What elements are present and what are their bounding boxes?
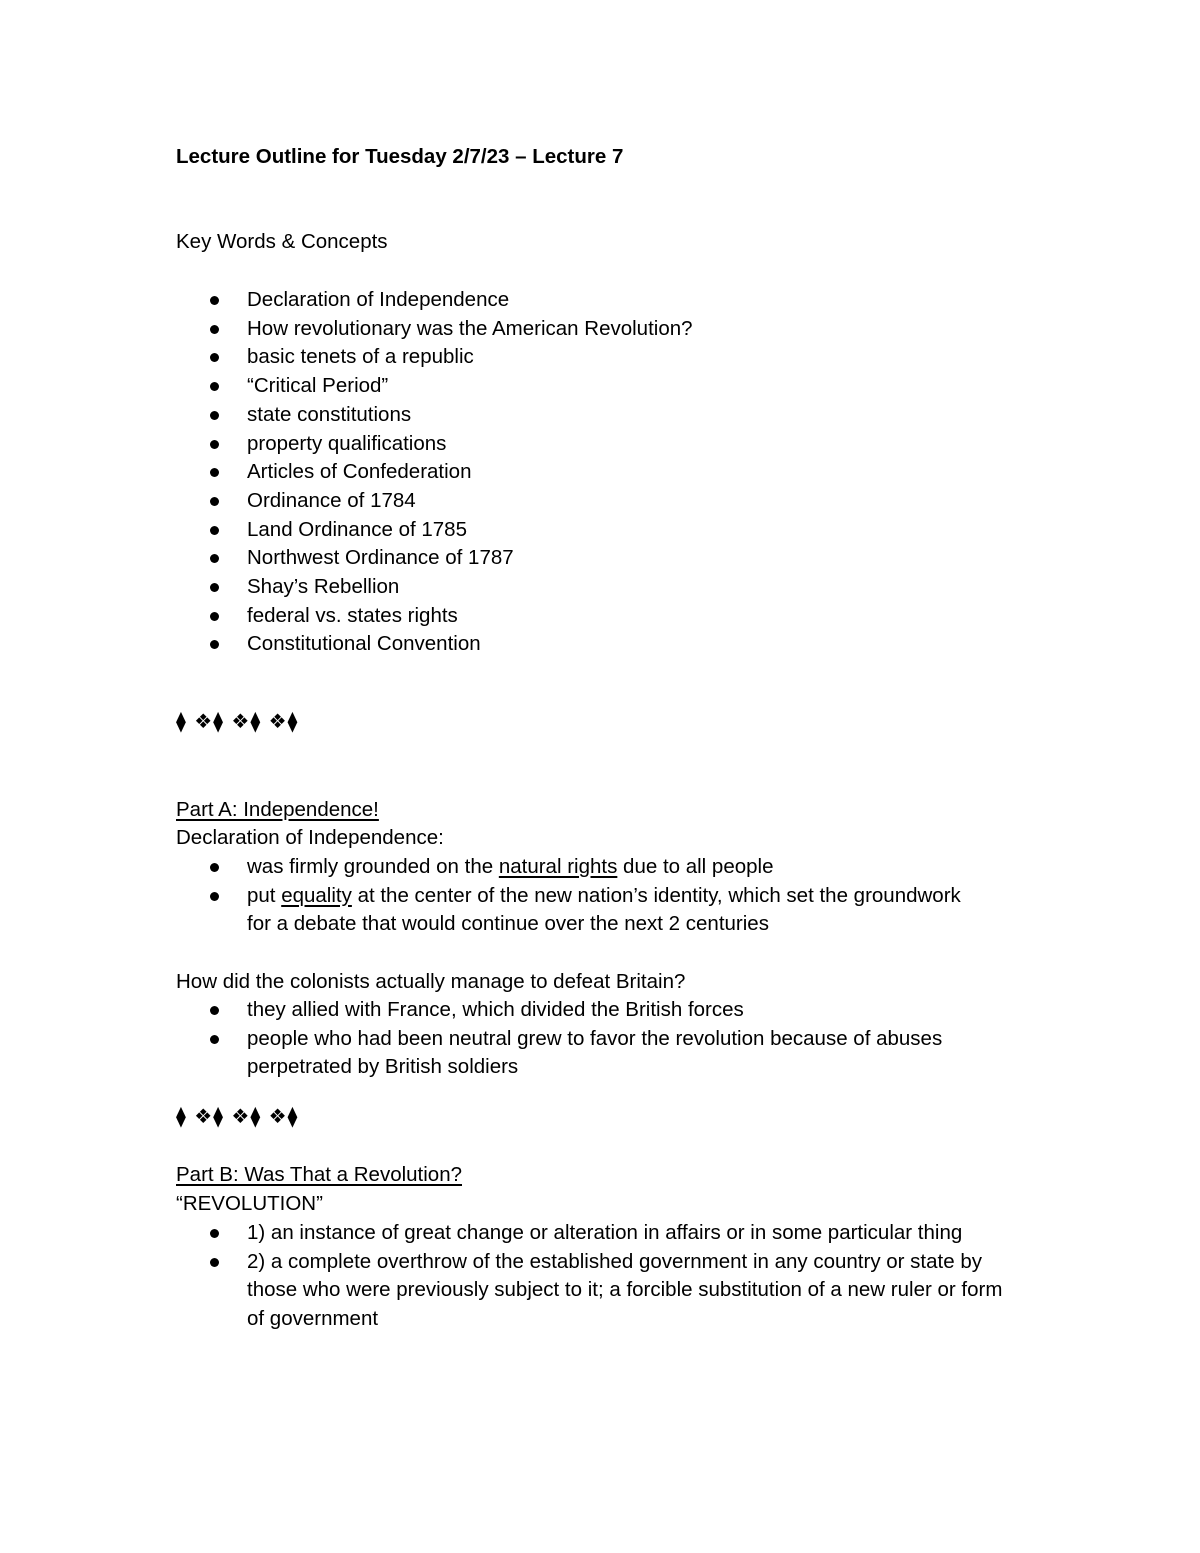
bullet-icon xyxy=(210,554,219,563)
bullet-icon xyxy=(210,1035,219,1044)
list-item: they allied with France, which divided the British forces xyxy=(0,996,1017,1025)
bullet-icon xyxy=(210,468,219,477)
equality-term: equality xyxy=(281,883,352,907)
bullet-icon xyxy=(210,411,219,420)
list-item: basic tenets of a republic xyxy=(0,343,693,372)
list-item: Ordinance of 1784 xyxy=(0,487,693,516)
key-words-list xyxy=(0,286,693,659)
part-a-heading: Part A: Independence! xyxy=(176,798,379,821)
bullet-icon xyxy=(210,1006,219,1015)
list-item: state constitutions xyxy=(0,401,693,430)
list-item: “Critical Period” xyxy=(0,372,693,401)
revolution-term: “REVOLUTION” xyxy=(176,1192,323,1215)
bullet-icon xyxy=(210,353,219,362)
list-item: Articles of Confederation xyxy=(0,458,693,487)
bullet-icon xyxy=(210,1258,219,1267)
list-item: people who had been neutral grew to favor the revolution because of abuses perpetrated by British soldiers xyxy=(0,1025,1017,1082)
page-title: Lecture Outline for Tuesday 2/7/23 – Lecture 7 xyxy=(176,145,624,168)
section-separator: ⧫ ❖⧫ ❖⧫ ❖⧫ xyxy=(176,1104,299,1128)
bullet-icon xyxy=(210,583,219,592)
bullet-icon xyxy=(210,612,219,621)
section-separator: ⧫ ❖⧫ ❖⧫ ❖⧫ xyxy=(176,709,299,733)
list-item: property qualifications xyxy=(0,430,693,459)
list-item: Constitutional Convention xyxy=(0,630,693,659)
bullet-icon xyxy=(210,440,219,449)
part-b-heading: Part B: Was That a Revolution? xyxy=(176,1163,462,1186)
bullet-icon xyxy=(210,526,219,535)
natural-rights-term: natural rights xyxy=(498,855,618,878)
bullet-icon xyxy=(210,497,219,506)
list-item: Declaration of Independence xyxy=(0,286,693,315)
list-item: was firmly grounded on the natural rights due to all people xyxy=(0,853,1017,882)
bullet-icon xyxy=(210,382,219,391)
list-item: put equality at the center of the new nation’s identity, which set the groundwork for a debate that would continue over the next 2 centuries xyxy=(0,882,967,939)
bullet-icon xyxy=(210,325,219,334)
list-item: Land Ordinance of 1785 xyxy=(0,516,693,545)
list-item: federal vs. states rights xyxy=(0,602,693,631)
revolution-definitions-list xyxy=(0,1219,1017,1334)
part-a-subheading: Declaration of Independence: xyxy=(176,826,444,849)
list-item: Northwest Ordinance of 1787 xyxy=(0,544,693,573)
bullet-icon xyxy=(210,863,219,872)
bullet-icon xyxy=(210,640,219,649)
list-item: 1) an instance of great change or alteration in affairs or in some particular thing xyxy=(0,1219,1017,1248)
part-a-question: How did the colonists actually manage to defeat Britain? xyxy=(176,970,686,993)
list-item: 2) a complete overthrow of the established government in any country or state by those who were previously subject to it; a forcible substitution of a new ruler or form of government xyxy=(0,1248,1017,1334)
part-a-declaration-list xyxy=(0,853,1017,939)
list-item: Shay’s Rebellion xyxy=(0,573,693,602)
key-words-heading: Key Words & Concepts xyxy=(176,230,388,253)
bullet-icon xyxy=(210,296,219,305)
bullet-icon xyxy=(210,1229,219,1238)
bullet-icon xyxy=(210,892,219,901)
list-item: How revolutionary was the American Revolution? xyxy=(0,315,693,344)
part-a-answers-list xyxy=(0,996,1017,1082)
